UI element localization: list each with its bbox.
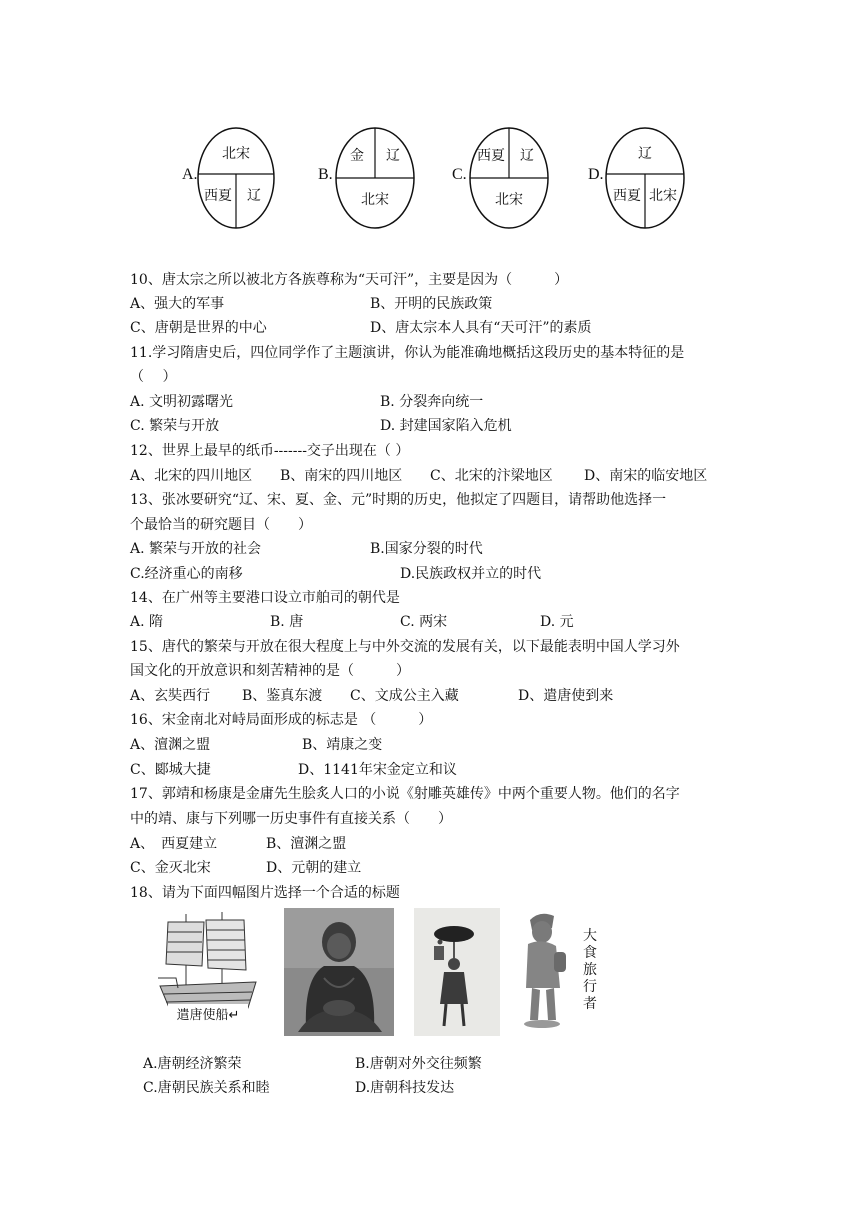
oval-letter: C. [452,166,467,183]
option-c: C、金灭北宋 [130,860,211,876]
question-14-stem: 14、在广州等主要港口设立市舶司的朝代是 [130,590,400,606]
oval-cell-top: 北宋 [222,146,250,162]
question-11-stem: 11.学习隋唐史后，四位同学作了主题演讲，你认为能准确地概括这段历史的基本特征的是 [130,345,685,361]
option-b: B、靖康之变 [302,737,383,753]
oval-cell-right: 辽 [520,148,534,164]
option-d: D、遣唐使到来 [518,688,614,704]
option-b: B.唐朝对外交往频繁 [355,1056,482,1072]
oval-diagram [334,126,416,230]
option-b: B、鉴真东渡 [242,688,323,704]
question-10-stem: 10、唐太宗之所以被北方各族尊称为“天可汗”，主要是因为（ ） [130,272,569,288]
monk-statue-picture [284,908,394,1036]
oval-cell-right: 辽 [386,148,400,164]
option-c: C、唐朝是世界的中心 [130,320,267,336]
umbrella-traveler-image [414,908,500,1036]
oval-letter: B. [318,166,333,183]
oval-option-d [588,126,688,231]
oval-letter: D. [588,166,604,183]
option-d: D. 封建国家陷入危机 [380,418,512,434]
oval-diagram [604,126,686,230]
option-d: D、唐太宗本人具有“天可汗”的素质 [370,320,592,336]
oval-cell-right: 北宋 [649,188,677,204]
option-a: A. 隋 [130,614,164,630]
question-17-stem: 17、郭靖和杨康是金庸先生脍炙人口的小说《射雕英雄传》中两个重要人物。他们的名字 [130,786,680,802]
oval-option-c [452,126,552,231]
oval-option-b [318,126,418,231]
question-15-stem: 15、唐代的繁荣与开放在很大程度上与中外交流的发展有关，以下最能表明中国人学习外 [130,639,680,655]
option-a: A、澶渊之盟 [130,737,211,753]
option-c: C、北宋的汴梁地区 [430,468,553,484]
oval-cell-right: 辽 [247,188,261,204]
option-a: A、玄奘西行 [130,688,211,704]
question-13-stem: 13、张冰要研究“辽、宋、夏、金、元”时期的历史，他拟定了四题目，请帮助他选择一 [130,492,667,508]
question-12-stem: 12、世界上最早的纸币-------交子出现在（ ） [130,443,410,459]
oval-diagram [468,126,550,230]
option-c: C.经济重心的南移 [130,566,243,582]
option-a: A. 繁荣与开放的社会 [130,541,262,557]
option-d: D、南宋的临安地区 [584,468,708,484]
option-a: A、北宋的四川地区 [130,468,253,484]
option-c: C. 繁荣与开放 [130,418,220,434]
option-c: C.唐朝民族关系和睦 [143,1080,270,1096]
option-d: D、元朝的建立 [266,860,362,876]
option-b: B、南宋的四川地区 [280,468,403,484]
question-11-stem-cont: （ ） [130,369,177,385]
oval-cell-left: 西夏 [477,148,505,164]
option-a: A.唐朝经济繁荣 [143,1056,242,1072]
option-d: D. 元 [540,614,574,630]
option-b: B. 分裂奔向统一 [380,394,484,410]
oval-cell-bottom: 北宋 [495,192,523,208]
option-a: A. 文明初露曙光 [130,394,234,410]
question-16-stem: 16、宋金南北对峙局面形成的标志是 （ ） [130,712,433,728]
question-17-stem-cont: 中的靖、康与下列哪一历史事件有直接关系（ ） [130,811,452,827]
oval-cell-bottom: 北宋 [361,192,389,208]
monk-statue-image [284,908,394,1036]
option-a: A、 西夏建立 [130,836,218,852]
question-18-stem: 18、请为下面四幅图片选择一个合适的标题 [130,885,400,901]
umbrella-traveler-picture [414,908,500,1036]
option-d: D.唐朝科技发达 [355,1080,455,1096]
option-c: C、郾城大捷 [130,762,211,778]
oval-diagram [196,126,276,230]
question-13-stem-cont: 个最恰当的研究题目（ ） [130,517,312,533]
option-c: C、文成公主入藏 [350,688,459,704]
oval-option-a [182,126,278,231]
option-a: A、强大的军事 [130,296,225,312]
option-b: B、开明的民族政策 [370,296,493,312]
option-b: B.国家分裂的时代 [370,541,483,557]
option-b: B. 唐 [270,614,304,630]
question-15-stem-cont: 国文化的开放意识和刻苦精神的是（ ） [130,663,410,679]
oval-cell-top: 辽 [638,146,652,162]
option-d: D.民族政权并立的时代 [400,566,542,582]
oval-cell-left: 金 [350,148,364,164]
option-b: B、澶渊之盟 [266,836,347,852]
traveler-label: 大食旅行者 [583,928,597,1012]
oval-cell-left: 西夏 [613,188,641,204]
ship-caption: 遣唐使船↵ [168,1004,248,1026]
option-d: D、1141年宋金定立和议 [298,762,457,778]
option-c: C. 两宋 [400,614,448,630]
oval-cell-left: 西夏 [204,188,232,204]
oval-letter: A. [182,166,198,183]
